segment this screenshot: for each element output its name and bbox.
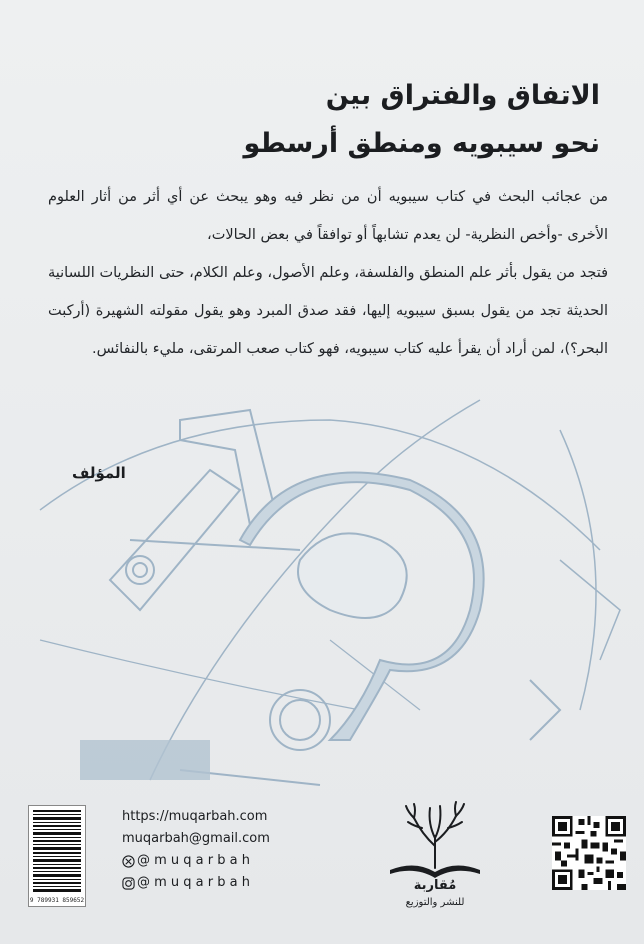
blurb-paragraph-2: فتجد من يقول بأثر علم المنطق والفلسفة، وعلم الأصول، وعلم الكلام، حتى النظريات اللسانية الحديثة تجد من يقول بسبق سيبويه إليها، فقد صدق المبرد وهو يقول مقولته الشهيرة (أركبت البحر؟)، لمن أراد أن يقرأ عليه كتاب سيبويه، فهو كتاب صعب المرتقى، مليء بالنفائس.: [48, 265, 608, 357]
x-handle: @ m u q a r b a h: [137, 853, 250, 868]
x-account[interactable]: [122, 850, 322, 872]
title-line-2: نحو سيبويه ومنطق أرسطو: [243, 128, 600, 159]
email-link[interactable]: muqarbah@gmail.com: [122, 831, 270, 846]
book-title: [40, 72, 600, 168]
decorative-letter-art: [0, 380, 644, 800]
barcode-number: 9 789931 859652: [29, 897, 85, 904]
instagram-icon: [122, 877, 135, 890]
publisher-tagline: للنشر والتوزيع: [405, 897, 465, 908]
isbn-barcode: [28, 805, 86, 907]
instagram-account[interactable]: [122, 872, 322, 894]
qr-code-icon[interactable]: [552, 816, 626, 890]
contact-info: [122, 806, 322, 894]
author-signature: المؤلف: [72, 464, 126, 482]
blurb-paragraph-1: من عجائب البحث في كتاب سيبويه أن من نظر فيه وهو يبحث عن أي أثر من أثار العلوم الأخرى -وأخص النظرية- لن يعدم تشابهاً أو توافقاً في بعض الحالات،: [48, 189, 608, 243]
website-link[interactable]: https://muqarbah.com: [122, 809, 268, 824]
x-icon: [122, 855, 135, 868]
instagram-handle: @ m u q a r b a h: [137, 875, 250, 890]
blurb: [48, 178, 608, 368]
title-line-1: الاتفاق والفتراق بين: [325, 80, 600, 111]
publisher-name: مُقاربة: [413, 878, 457, 893]
barcode-bars: [33, 810, 81, 892]
